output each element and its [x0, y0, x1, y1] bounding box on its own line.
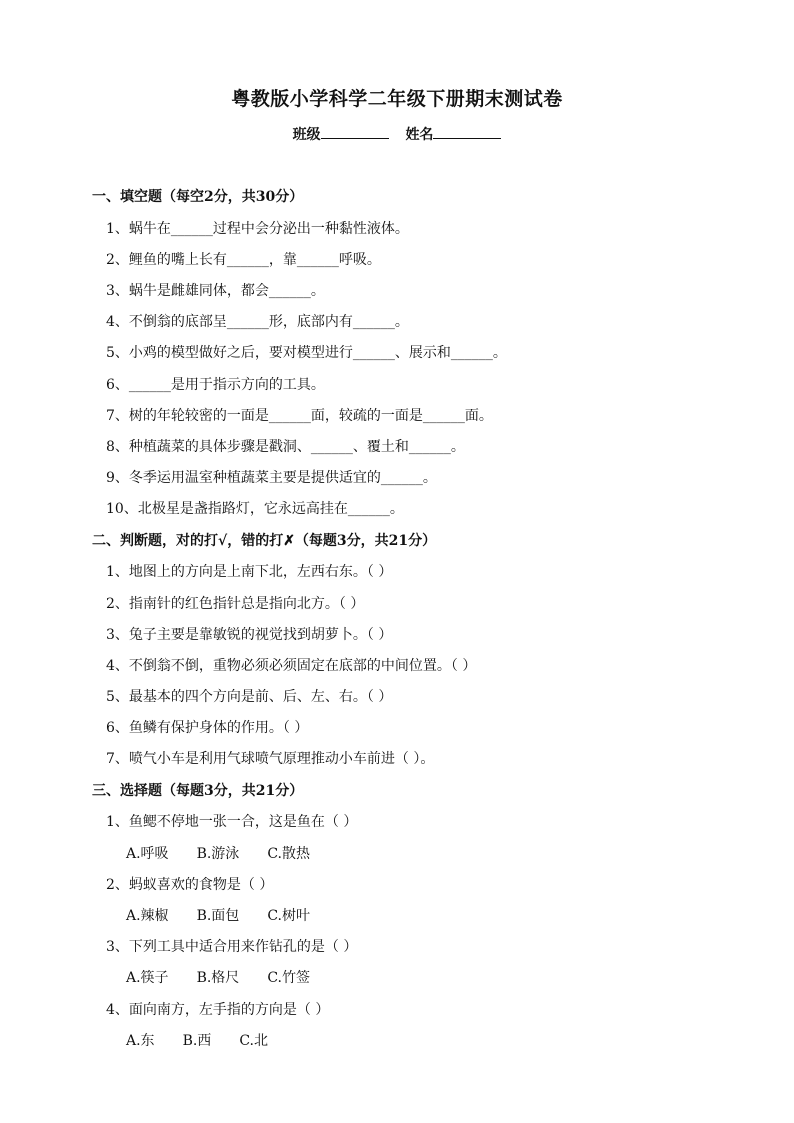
- answer-options: [126, 967, 338, 987]
- page-title: 粤教版小学科学二年级下册期末测试卷: [231, 88, 563, 110]
- question-item: 6、______是用于指示方向的工具。: [106, 377, 325, 393]
- class-field: [293, 127, 394, 143]
- class-label: 班级: [292, 127, 321, 143]
- option-b[interactable]: B.游泳: [196, 846, 240, 862]
- question-item: 4、不倒翁的底部呈______形，底部内有______。: [106, 314, 409, 330]
- question-item: 3、下列工具中适合用来作钻孔的是（ ）: [106, 939, 358, 955]
- section-heading-true-false: 二、判断题，对的打√，错的打✗（每题3分，共21分）: [92, 533, 437, 549]
- question-item: 5、小鸡的模型做好之后，要对模型进行______、展示和______。: [106, 345, 507, 361]
- option-c[interactable]: C.树叶: [267, 908, 310, 924]
- section-heading-fill-blank: 一、填空题（每空2分，共30分）: [92, 189, 304, 205]
- option-a[interactable]: A.筷子: [126, 970, 169, 986]
- question-item: 2、蚂蚁喜欢的食物是（ ）: [106, 877, 274, 893]
- answer-options: [126, 905, 338, 925]
- question-item: 7、树的年轮较密的一面是______面，较疏的一面是______面。: [106, 408, 493, 424]
- name-blank[interactable]: [433, 126, 501, 139]
- name-label: 姓名: [405, 127, 434, 143]
- section-heading-multiple-choice: 三、选择题（每题3分，共21分）: [92, 783, 304, 799]
- question-item: 6、鱼鳞有保护身体的作用。（ ）: [106, 720, 309, 736]
- option-c[interactable]: C.竹签: [267, 970, 310, 986]
- option-b[interactable]: B.西: [182, 1033, 212, 1049]
- question-item: 8、种植蔬菜的具体步骤是戳洞、______、覆土和______。: [106, 439, 465, 455]
- question-item: 2、鲤鱼的嘴上长有______，靠______呼吸。: [106, 252, 381, 268]
- option-c[interactable]: C.散热: [267, 846, 310, 862]
- question-item: 9、冬季运用温室种植蔬菜主要是提供适宜的______。: [106, 470, 437, 486]
- option-b[interactable]: B.面包: [196, 908, 240, 924]
- question-item: 1、地图上的方向是上南下北，左西右东。（ ）: [106, 564, 393, 580]
- name-field: [405, 127, 501, 143]
- option-c[interactable]: C.北: [239, 1033, 268, 1049]
- question-item: 1、鱼鳃不停地一张一合，这是鱼在（ ）: [106, 814, 358, 830]
- option-b[interactable]: B.格尺: [196, 970, 240, 986]
- option-a[interactable]: A.呼吸: [126, 846, 169, 862]
- class-blank[interactable]: [321, 126, 389, 139]
- question-item: 4、面向南方，左手指的方向是（ ）: [106, 1002, 330, 1018]
- option-a[interactable]: A.辣椒: [126, 908, 169, 924]
- student-info-line: [0, 124, 794, 144]
- answer-options: [126, 1030, 296, 1050]
- question-item: 4、不倒翁不倒，重物必须必须固定在底部的中间位置。（ ）: [106, 658, 477, 674]
- question-item: 1、蜗牛在______过程中会分泌出一种黏性液体。: [106, 221, 409, 237]
- answer-options: [126, 843, 338, 863]
- question-item: 10、北极星是盏指路灯，它永远高挂在______。: [106, 501, 404, 517]
- question-item: 3、兔子主要是靠敏锐的视觉找到胡萝卜。（ ）: [106, 627, 393, 643]
- question-item: 5、最基本的四个方向是前、后、左、右。（ ）: [106, 689, 393, 705]
- question-item: 7、喷气小车是利用气球喷气原理推动小车前进（ ）。: [106, 751, 435, 767]
- question-item: 3、蜗牛是雌雄同体，都会______。: [106, 283, 325, 299]
- question-item: 2、指南针的红色指针总是指向北方。（ ）: [106, 596, 365, 612]
- option-a[interactable]: A.东: [126, 1033, 155, 1049]
